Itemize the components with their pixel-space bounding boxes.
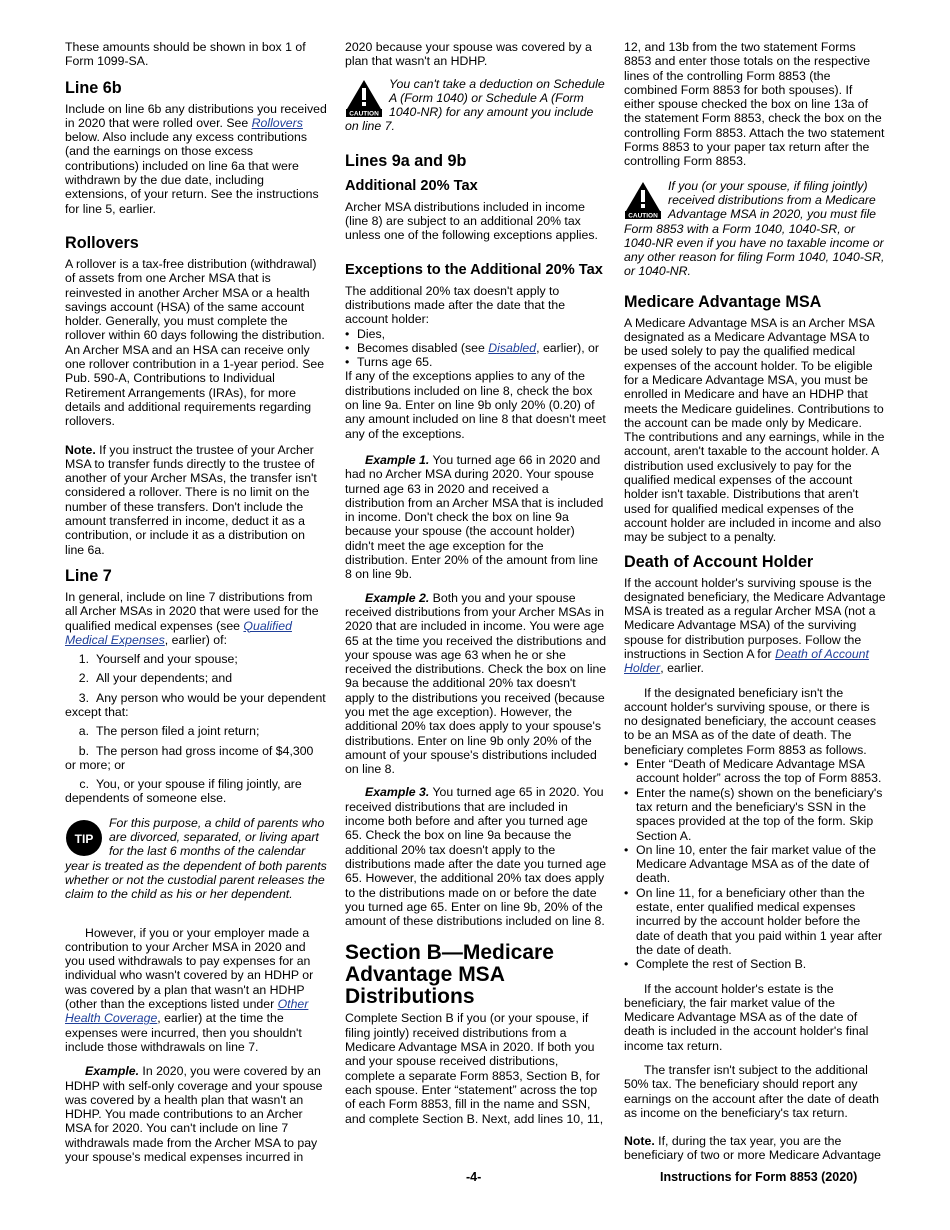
list-item: c. You, or your spouse if filing jointly, are dependents of someone else. bbox=[65, 777, 302, 806]
death-of-account-holder-link[interactable]: Death of Account Holder bbox=[624, 646, 869, 676]
tip-icon bbox=[65, 819, 103, 857]
list-item: • Complete the rest of Section B. bbox=[624, 957, 886, 971]
exceptions-text: The additional 20% tax doesn't apply to distributions made after the date that the account holder: bbox=[345, 283, 566, 327]
list-item: b. The person had gross income of $4,300 or more; or bbox=[65, 743, 314, 772]
additional-tax-text: Archer MSA distributions included in income (line 8) are subject to an additional 20% tax unless one of the following exceptions applies. bbox=[345, 199, 598, 243]
caution-note bbox=[345, 77, 607, 134]
other-health-coverage-link[interactable]: Other Health Coverage bbox=[65, 997, 309, 1026]
section-b-text: Complete Section B if you (or your spouse, if filing jointly) received distributions from a Medicare Advantage MSA in 2020. If both you and your spouse received distributions, complete a separate Form 8853, Section B, for each spouse. Enter “statement” across the top of each Form 8853, fill in the name and SSN, and complete Section B. Next, add lines 10, 11, bbox=[345, 1011, 604, 1126]
caution-text: If you (or your spouse, if filing jointly) received distributions from a Medicare Advantage MSA in 2020, you must file Form 8853 with a Form 1040, 1040-SR, or 1040-NR even if you have no taxable income or any other reason for filing Form 1040, 1040-SR, or 1040-NR. bbox=[624, 178, 885, 279]
list-item: 2. All your dependents; and bbox=[78, 671, 233, 686]
line-6b-text: Include on line 6b any distributions you received in 2020 that were rolled over. See Rollovers below. Also include any excess contributions (and the earnings on those excess contributions) included on line 6a that were withdrawn by the due date, including extensions, of your return. See the instructions for line 5, earlier. bbox=[65, 101, 327, 216]
list-item: • Becomes disabled (see Disabled, earlier), or bbox=[345, 341, 607, 355]
example-2: Example 2. Both you and your spouse received distributions from your Archer MSAs in 2020 that are included in income. You were age 65 at the time you received the distributions and your spouse was age 63 when he or she received the distributions. Check the box on line 9a because the additional 20% tax doesn't apply to the distributions you received (because you met the age exception). However, the additional 20% tax does apply to your spouse's distributions. Enter on line 9b only 20% of the amount of your spouse's distributions included on line 8. bbox=[345, 590, 607, 777]
qualified-medical-expenses-link[interactable]: Qualified Medical Expenses bbox=[65, 618, 292, 647]
exceptions-list bbox=[345, 327, 607, 370]
column-1 bbox=[65, 40, 327, 1164]
svg-text:CAUTION: CAUTION bbox=[628, 212, 658, 219]
example-paragraph: Example. In 2020, you were covered by an HDHP with self-only coverage and your spouse was covered by a health plan that wasn't an HDHP. You made contributions to an Archer MSA for 2020. You can't include on line 7 withdrawals made from the Archer MSA to pay your spouse's medical expenses incurred in bbox=[65, 1064, 323, 1164]
heading-lines-9a-9b: Lines 9a and 9b bbox=[345, 151, 467, 170]
tip-note bbox=[65, 816, 327, 902]
heading-death: Death of Account Holder bbox=[624, 552, 814, 571]
example-3: Example 3. You turned age 65 in 2020. You received distributions that are included in income both before and after you turned age 65. Check the box on line 9a because the additional 20% tax doesn't apply to the distributions made after the date you turned age 65. However, the additional 20% tax does apply to the distributions made on or before the date you turned age 65. Enter on line 9b, 20% of the amount of these distributions included on line 8. bbox=[345, 785, 607, 929]
medicare-text: A Medicare Advantage MSA is an Archer MSA designated as a Medicare Advantage MSA to be used solely to pay the qualified medical expenses of the account holder. To be eligible for a Medicare Advantage MSA, you must be enrolled in Medicare and have an HDHP that meets the Medicare guidelines. Contributions to the account can be made only by Medicare. The contributions and any earnings, while in the account, aren't taxable to the account holder. A distribution used exclusively to pay for the qualified medical expenses of the account holder isn't taxable. Distributions that aren't used for qualified medical expenses of the account holder are included in income and also may be subject to a penalty. bbox=[624, 315, 885, 545]
tip-text: For this purpose, a child of parents who are divorced, separated, or living apart for the last 6 months of the calendar year is treated as the dependent of both parents whether or not the custodial parent releases the claim to the child as his or her dependent. bbox=[65, 815, 327, 902]
footer-title: Instructions for Form 8853 (2020) bbox=[660, 1170, 858, 1184]
list-item: • Dies, bbox=[345, 327, 607, 341]
note-paragraph: Note. If, during the tax year, you are the beneficiary of two or more Medicare Advantage bbox=[624, 1134, 882, 1163]
heading-line-6b: Line 6b bbox=[65, 78, 122, 97]
caution-text: You can't take a deduction on Schedule A (Form 1040) or Schedule A (Form 1040-NR) for any amount you include on line 7. bbox=[345, 76, 605, 134]
intro-text: These amounts should be shown in box 1 of Form 1099-SA. bbox=[65, 40, 306, 69]
line-7-list bbox=[65, 652, 327, 806]
line-7-text: In general, include on line 7 distributions from all Archer MSAs in 2020 that were used for the qualified medical expenses (see Qualified Medical Expenses, earlier) of: bbox=[65, 589, 319, 647]
svg-text:TIP: TIP bbox=[74, 831, 94, 846]
note-label: Note. bbox=[624, 1134, 655, 1149]
note-label: Note. bbox=[65, 442, 96, 457]
caution-icon bbox=[345, 79, 383, 117]
however-paragraph: However, if you or your employer made a contribution to your Archer MSA in 2020 and you used withdrawals to pay expenses for an individual who wasn't covered by an HDHP or was covered by a plan that wasn't an HDHP (other than the exceptions listed under Other Health Coverage, earlier) at the time the expenses were incurred, then you shouldn't include those withdrawals on line 7. bbox=[65, 925, 314, 1054]
list-item: a. The person filed a joint return; bbox=[78, 724, 260, 739]
rollovers-link[interactable]: Rollovers bbox=[251, 115, 303, 130]
example-label: Example. bbox=[85, 1064, 139, 1079]
disabled-link[interactable]: Disabled bbox=[488, 340, 537, 355]
if-any-text: If any of the exceptions applies to any of the distributions included on line 8, check the box on line 9a. Enter on line 9b only 20% (0.20) of any amount included on line 8 that doesn't meet any of the exceptions. bbox=[345, 369, 606, 441]
column-3 bbox=[624, 40, 886, 1163]
page-number: -4- bbox=[466, 1170, 482, 1184]
caution-icon bbox=[624, 181, 662, 219]
death-text: If the account holder's surviving spouse is the designated beneficiary, the Medicare Advantage MSA is treated as a regular Archer MSA (not a Medicare Advantage MSA) of the surviving spouse for distribution purposes. Follow the instructions in Section A for Death of Account Holder, earlier. bbox=[624, 575, 886, 676]
list-item: 3. Any person who would be your dependent except that: bbox=[65, 690, 326, 719]
list-item: • Turns age 65. bbox=[345, 355, 607, 369]
list-item: 1. Yourself and your spouse; bbox=[78, 652, 238, 667]
example-1: Example 1. You turned age 66 in 2020 and had no Archer MSA during 2020. Your spouse turned age 63 in 2020 and received a distribution from an Archer MSA that is included in income. Don't check the box on line 9a because your spouse (the account holder) didn't meet the age exception for the distribution. Enter 20% of the amount from line 8 on line 9b. bbox=[345, 452, 604, 582]
heading-additional-tax: Additional 20% Tax bbox=[345, 177, 478, 194]
heading-line-7: Line 7 bbox=[65, 566, 112, 585]
heading-section-b: Section B—Medicare Advantage MSA Distributions bbox=[345, 941, 554, 1009]
beneficiary-steps-list bbox=[624, 757, 886, 971]
caution-note bbox=[624, 179, 886, 279]
list-item: • Enter “Death of Medicare Advantage MSA account holder” across the top of Form 8853. bbox=[624, 757, 886, 786]
column-2 bbox=[345, 40, 607, 1126]
continued-text: 2020 because your spouse was covered by a plan that wasn't an HDHP. bbox=[345, 40, 592, 69]
note-paragraph: Note. If you instruct the trustee of your Archer MSA to transfer funds directly to the trustee of another of your Archer MSAs, the transfer isn't considered a rollover. There is no limit on the number of these transfers. Don't include the amount transferred in income, deduct it as a contribution, or include it as a distribution on line 6a. bbox=[65, 442, 317, 557]
designated-text: If the designated beneficiary isn't the account holder's surviving spouse, or there is no designated beneficiary, the account ceases to be an MSA as of the date of death. The beneficiary completes Form 8853 as follows. bbox=[624, 685, 877, 757]
list-item: • On line 10, enter the fair market value of the Medicare Advantage MSA as of the date of death. bbox=[624, 843, 886, 886]
list-item: • On line 11, for a beneficiary other than the estate, enter qualified medical expenses incurred by the account holder before the date of death that you paid within 1 year after the date of death. bbox=[624, 886, 886, 957]
list-item: • Enter the name(s) shown on the beneficiary's tax return and the beneficiary's SSN in the spaces provided at the top of the form. Skip Section A. bbox=[624, 786, 886, 843]
continued-text: 12, and 13b from the two statement Forms 8853 and enter those totals on the respective lines of the controlling Form 8853 (the combined Form 8853 for both spouses). If either spouse checked the box on line 13a of the statement Form 8853, check the box on the controlling Form 8853. Attach the two statement Forms 8853 to your paper tax return after the controlling Form 8853. bbox=[624, 40, 885, 169]
rollovers-text: A rollover is a tax-free distribution (withdrawal) of assets from one Archer MSA that is reinvested in another Archer MSA or a health savings account (HSA) of the same account holder. Generally, you must complete the rollover within 60 days following the distribution. An Archer MSA and an HSA can receive only one rollover contribution in a 1-year period. See Pub. 590-A, Contributions to Individual Retirement Arrangements (IRAs), for more details and additional requirements regarding rollovers. bbox=[65, 256, 325, 429]
estate-text: If the account holder's estate is the beneficiary, the fair market value of the Medicare Advantage MSA as of the date of death is included in the account holder's final income tax return. bbox=[624, 981, 869, 1053]
svg-text:CAUTION: CAUTION bbox=[349, 110, 379, 117]
heading-rollovers: Rollovers bbox=[65, 233, 139, 252]
heading-exceptions: Exceptions to the Additional 20% Tax bbox=[345, 261, 603, 278]
transfer-text: The transfer isn't subject to the additional 50% tax. The beneficiary should report any earnings on the account after the date of death as income on the beneficiary's tax return. bbox=[624, 1063, 880, 1120]
heading-medicare-advantage: Medicare Advantage MSA bbox=[624, 292, 822, 311]
